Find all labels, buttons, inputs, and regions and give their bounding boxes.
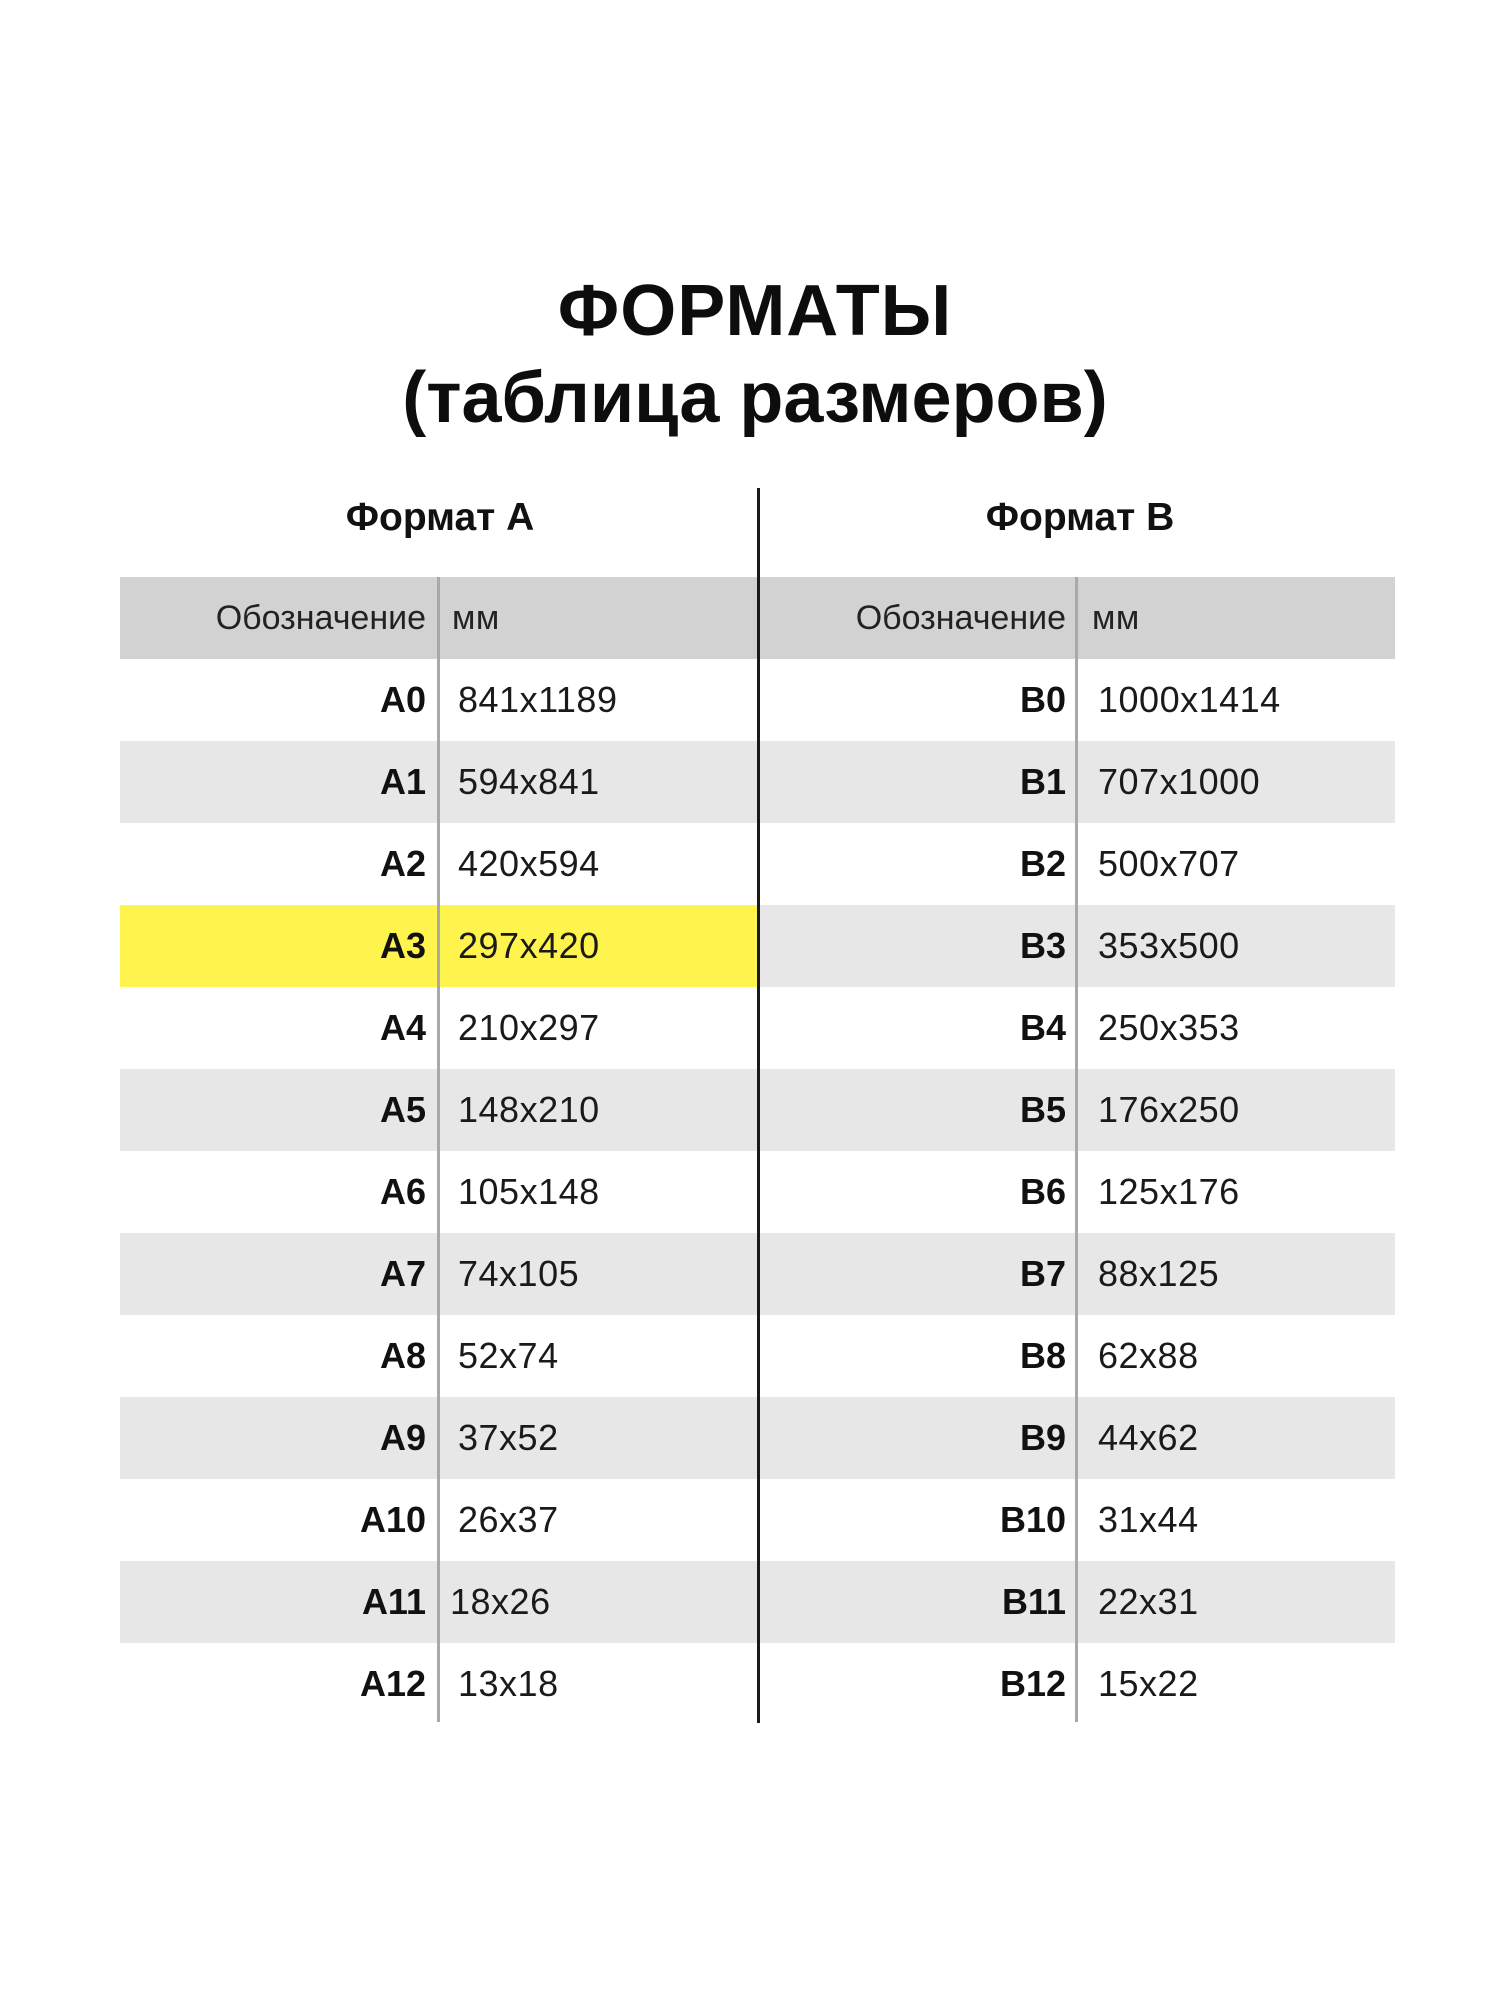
- format-code: B8: [1019, 1335, 1066, 1376]
- format-code: B12: [999, 1663, 1066, 1704]
- format-code: A9: [379, 1417, 426, 1458]
- format-code: B1: [1019, 761, 1066, 802]
- format-code: B4: [1019, 1007, 1066, 1048]
- format-a-heading: Формат А: [345, 496, 535, 539]
- format-size: 594x841: [458, 761, 600, 802]
- format-code: A12: [359, 1663, 426, 1704]
- format-size: 62x88: [1098, 1335, 1199, 1376]
- format-code: A1: [379, 761, 426, 802]
- format-a-table: [120, 577, 757, 1725]
- format-code: B9: [1019, 1417, 1066, 1458]
- format-a-col-mm-header: мм: [452, 598, 500, 637]
- format-code: A2: [379, 843, 426, 884]
- format-size: 44x62: [1098, 1417, 1199, 1458]
- format-code: A11: [361, 1581, 426, 1622]
- format-size: 22x31: [1098, 1581, 1199, 1622]
- format-size: 15x22: [1098, 1663, 1199, 1704]
- page-title: ФОРМАТЫ: [557, 271, 953, 351]
- format-size: 26x37: [458, 1499, 559, 1540]
- page-subtitle: (таблица размеров): [402, 358, 1108, 438]
- format-code: B2: [1019, 843, 1066, 884]
- format-b-col-mm-header: мм: [1092, 598, 1140, 637]
- format-size: 37x52: [458, 1417, 559, 1458]
- format-b-heading: Формат В: [985, 496, 1175, 539]
- format-size: 1000x1414: [1098, 679, 1281, 720]
- format-size: 31x44: [1098, 1499, 1199, 1540]
- format-size: 210x297: [458, 1007, 600, 1048]
- format-size: 125x176: [1098, 1171, 1240, 1212]
- format-code: A0: [379, 679, 426, 720]
- format-size: 148x210: [458, 1089, 600, 1130]
- format-size: 841x1189: [458, 679, 618, 720]
- format-size: 500x707: [1098, 843, 1240, 884]
- format-a-col-code-header: Обозначение: [215, 598, 426, 637]
- format-code: A4: [379, 1007, 426, 1048]
- format-size: 353x500: [1098, 925, 1240, 966]
- format-code: B7: [1019, 1253, 1066, 1294]
- format-code: B5: [1019, 1089, 1066, 1130]
- format-code: A6: [379, 1171, 426, 1212]
- format-code: A7: [379, 1253, 426, 1294]
- format-code: B6: [1019, 1171, 1066, 1212]
- format-size: 52x74: [458, 1335, 559, 1376]
- format-size: 18x26: [450, 1581, 551, 1622]
- format-code: B3: [1019, 925, 1066, 966]
- format-code: B11: [1001, 1581, 1066, 1622]
- format-a-column-divider: [437, 577, 440, 1722]
- format-code: B0: [1019, 679, 1066, 720]
- format-size: 13x18: [458, 1663, 559, 1704]
- format-b-col-code-header: Обозначение: [855, 598, 1066, 637]
- format-b-column-divider: [1075, 577, 1078, 1722]
- format-size: 707x1000: [1098, 761, 1261, 802]
- format-code: A8: [379, 1335, 426, 1376]
- format-code: A3: [379, 925, 426, 966]
- format-size: 420x594: [458, 843, 600, 884]
- format-code: A10: [359, 1499, 426, 1540]
- format-size: 250x353: [1098, 1007, 1240, 1048]
- format-size: 74x105: [458, 1253, 580, 1294]
- format-size: 176x250: [1098, 1089, 1240, 1130]
- center-divider: [757, 488, 760, 1723]
- format-size: 88x125: [1098, 1253, 1220, 1294]
- format-b-table: [760, 577, 1395, 1725]
- format-size: 297x420: [458, 925, 600, 966]
- format-size: 105x148: [458, 1171, 600, 1212]
- format-code: A5: [379, 1089, 426, 1130]
- format-code: B10: [999, 1499, 1066, 1540]
